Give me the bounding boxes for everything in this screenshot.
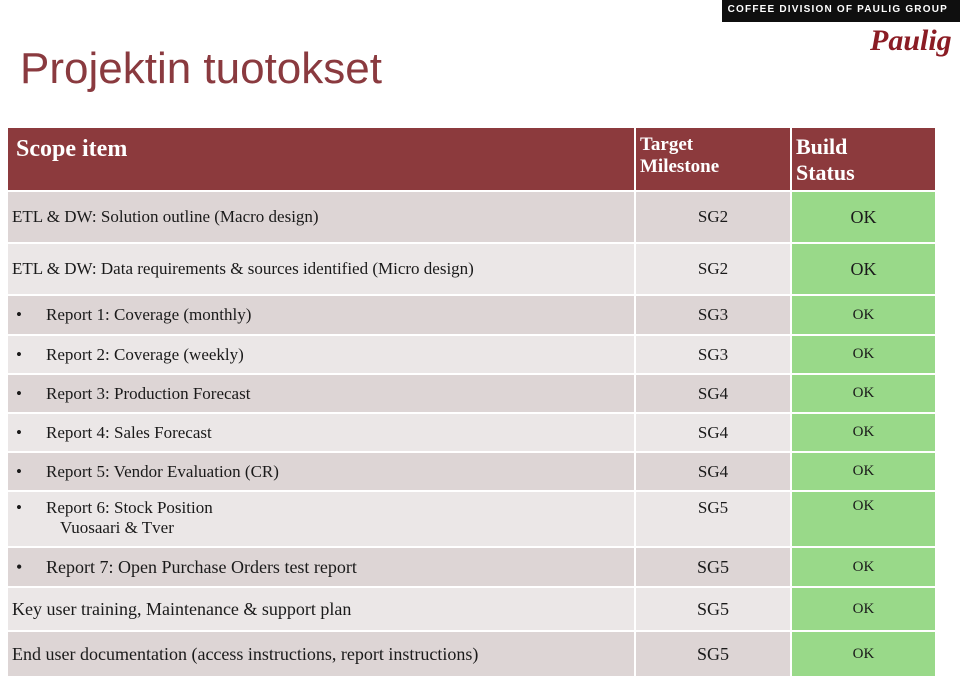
page-title: Projektin tuotokset xyxy=(20,44,382,93)
table-row xyxy=(8,334,935,373)
scope-item-cell xyxy=(8,190,636,242)
milestone-cell: SG2 xyxy=(636,242,792,294)
table-row xyxy=(8,294,935,334)
header-build-status xyxy=(792,128,935,190)
header-status-label: Status xyxy=(796,160,855,185)
table-row xyxy=(8,630,935,676)
scope-item-cell xyxy=(8,630,636,676)
bullet-icon: • xyxy=(16,383,22,403)
table-row xyxy=(8,490,935,546)
scope-item-text: Report 6: Stock Position xyxy=(46,498,213,517)
header-scope-item-label: Scope item xyxy=(16,136,128,162)
status-cell: OK xyxy=(792,586,935,630)
scope-item-text: Report 2: Coverage (weekly) xyxy=(46,344,244,364)
group-banner xyxy=(722,0,960,22)
scope-item-text: Report 5: Vendor Evaluation (CR) xyxy=(46,461,279,481)
table-row xyxy=(8,586,935,630)
scope-item-cell xyxy=(8,294,636,334)
milestone-cell: SG3 xyxy=(636,294,792,334)
table-row xyxy=(8,451,935,490)
header-milestone-label: Milestone xyxy=(640,156,720,177)
scope-item-text: Report 4: Sales Forecast xyxy=(46,422,212,442)
scope-item-cell xyxy=(8,546,636,586)
header-target-label: Target xyxy=(640,134,694,155)
table-row xyxy=(8,373,935,412)
scope-item-cell xyxy=(8,412,636,451)
bullet-icon: • xyxy=(16,556,23,577)
status-cell: OK xyxy=(792,294,935,334)
status-cell: OK xyxy=(792,373,935,412)
milestone-cell: SG2 xyxy=(636,190,792,242)
header-target-milestone xyxy=(636,128,792,190)
table-row xyxy=(8,546,935,586)
bullet-icon: • xyxy=(16,498,22,517)
status-cell: OK xyxy=(792,630,935,676)
milestone-cell: SG5 xyxy=(636,546,792,586)
scope-item-text: Key user training, Maintenance & support plan xyxy=(12,598,352,619)
status-cell: OK xyxy=(792,190,935,242)
status-cell: OK xyxy=(792,242,935,294)
scope-item-text: ETL & DW: Data requirements & sources identified (Micro design) xyxy=(12,259,474,278)
table-header-row xyxy=(8,128,935,190)
status-cell: OK xyxy=(792,451,935,490)
milestone-cell: SG4 xyxy=(636,412,792,451)
status-cell: OK xyxy=(792,334,935,373)
scope-item-cell xyxy=(8,451,636,490)
table-row xyxy=(8,242,935,294)
milestone-cell: SG3 xyxy=(636,334,792,373)
milestone-cell: SG4 xyxy=(636,373,792,412)
scope-item-subtext: Vuosaari & Tver xyxy=(60,518,174,537)
group-text: COFFEE DIVISION OF PAULIG GROUP xyxy=(727,4,948,15)
scope-item-cell xyxy=(8,586,636,630)
paulig-logo: Paulig xyxy=(870,24,952,57)
status-cell: OK xyxy=(792,546,935,586)
header-scope-item xyxy=(8,128,636,190)
scope-item-cell xyxy=(8,490,636,546)
scope-item-text: End user documentation (access instructions, report instructions) xyxy=(12,643,479,664)
scope-item-cell xyxy=(8,334,636,373)
status-cell: OK xyxy=(792,412,935,451)
bullet-icon: • xyxy=(16,461,22,481)
milestone-cell: SG5 xyxy=(636,586,792,630)
scope-item-cell xyxy=(8,242,636,294)
bullet-icon: • xyxy=(16,422,22,442)
scope-table xyxy=(8,128,935,676)
header-build-label: Build xyxy=(796,134,848,159)
table-row xyxy=(8,412,935,451)
scope-item-cell xyxy=(8,373,636,412)
milestone-cell: SG5 xyxy=(636,490,792,546)
status-cell: OK xyxy=(792,490,935,546)
milestone-cell: SG5 xyxy=(636,630,792,676)
scope-item-text: Report 3: Production Forecast xyxy=(46,383,251,403)
bullet-icon: • xyxy=(16,344,22,364)
table-row xyxy=(8,190,935,242)
scope-item-text: Report 1: Coverage (monthly) xyxy=(46,305,252,324)
milestone-cell: SG4 xyxy=(636,451,792,490)
bullet-icon: • xyxy=(16,305,22,324)
scope-item-text: ETL & DW: Solution outline (Macro design) xyxy=(12,207,319,226)
scope-item-text: Report 7: Open Purchase Orders test report xyxy=(46,556,357,577)
